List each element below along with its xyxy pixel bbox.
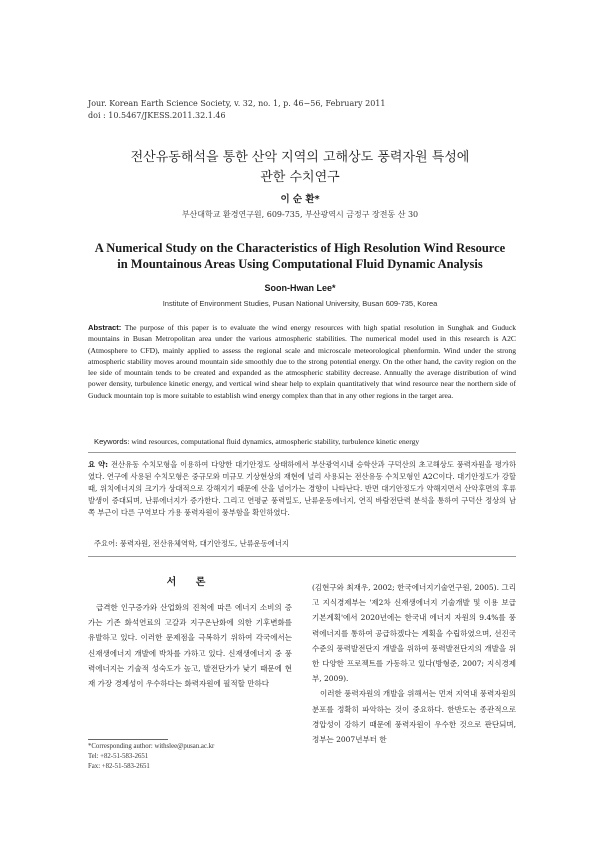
korean-author: 이 순 환* <box>280 194 320 205</box>
korean-keywords-label: 주요어 <box>94 539 116 548</box>
english-keywords <box>94 436 518 447</box>
body-left-column <box>88 576 292 691</box>
keywords-text: : wind resources, computational fluid dynamics, atmospheric stability, turbulence kinetic energy <box>127 437 420 446</box>
english-title-line2: in Mountainous Areas Using Computational Fluid Dynamic Analysis <box>117 257 483 271</box>
footnote-email: *Corresponding author: withslee@pusan.ac.kr <box>88 743 215 750</box>
korean-abstract <box>88 459 516 519</box>
journal-reference <box>88 98 385 122</box>
korean-title-line2: 관한 수치연구 <box>260 170 340 185</box>
doi-line: doi : 10.5467/JKESS.2011.32.1.46 <box>88 111 226 120</box>
english-title-line1: A Numerical Study on the Characteristics of High Resolution Wind Resource <box>94 241 506 255</box>
footnote-tel: Tel: +82-51-583-2651 <box>88 753 149 760</box>
korean-keywords-text: : 풍력자원, 전산유체역학, 대기안정도, 난류운동에너지 <box>115 539 289 548</box>
body-paragraph: (김현구와 최재우, 2002; 한국에너지기술연구원, 2005). 그리고 지식경제부는 '제2차 신재생에너지 기술개발 및 이용 보급 기본계획'에서 2020년에는 한국내 에너지 자원의 9.4%를 풍력에너지를 통하여 공급하겠다는 계획을 수립하였으며, 선진국수준의 풍력발전단지 개발을 위하여 풍력발전단지의 개발을 위한 다양한 프로젝트를 가동하고 있다(방형준, 2007; 지식경제부, 2009). <box>312 583 516 684</box>
section-heading: 서 론 <box>166 577 214 588</box>
korean-keywords <box>94 538 518 549</box>
english-title <box>50 240 550 272</box>
korean-title <box>60 148 540 188</box>
footnote <box>88 742 214 772</box>
body-right-column <box>312 580 516 747</box>
english-author: Soon-Hwan Lee* <box>264 283 336 293</box>
english-affiliation: Institute of Environment Studies, Pusan National University, Busan 609-735, Korea <box>162 299 438 308</box>
body-paragraph: 급격한 인구증가와 산업화의 진척에 따른 에너지 소비의 증가는 기존 화석연료의 고갈과 지구온난화에 의한 기후변화를 유발하고 있다. 이러한 문제점을 극복하기 위하여 각국에서는 신재생에너지 개발에 박차를 가하고 있다. 신재생에너지 중 풍력에너지는 기술적 성숙도가 높고, 발전단가가 낮기 때문에 현재 가장 경제성이 우수하다는 화력자원에 필적할 만하다 <box>88 603 292 689</box>
divider <box>88 452 516 453</box>
footnote-divider <box>88 739 168 740</box>
keywords-label: Keywords <box>94 437 128 446</box>
korean-title-line1: 전산유동해석을 통한 산악 지역의 고해상도 풍력자원 특성에 <box>130 150 470 165</box>
divider <box>88 556 516 557</box>
body-paragraph: 이러한 풍력자원의 개발을 위해서는 먼저 지역내 풍력자원의 분포를 정확히 파악하는 것이 중요하다. 한반도는 종관적으로 경압성이 강하기 때문에 풍력자원이 우수한 것으로 판단되며, 정부는 2007년부터 한 <box>312 689 516 745</box>
journal-line: Jour. Korean Earth Science Society, v. 32, no. 1, p. 46−56, February 2011 <box>88 99 386 108</box>
korean-abstract-text: 전산유동 수치모형을 이용하여 다양한 대기안정도 상태하에서 부산광역시내 승학산과 구덕산의 초고해상도 풍력자원을 평가하였다. 연구에 사용된 수치모형은 중규모와 미규모 기상현상의 재현에 널리 사용되는 전산유동 수치모형인 A2C이다. 대기안정도가 강할 때, 위치에너지의 크기가 상대적으로 강해지기 때문에 산을 넘어가는 경향이 나타난다. 반면 대기안정도가 약해지면서 산악후면의 후류 발생이 증대되며, 난류에너지가 증가한다. 그리고 연평균 풍력밀도, 난류운동에너지, 연직 바람전단력 분석을 통하여 구덕산 정상의 남쪽 부근이 다른 구역보다 가용 풍력자원이 풍부함을 확인하였다. <box>88 460 517 517</box>
korean-affiliation: 부산대학교 환경연구원, 609-735, 부산광역시 금정구 장전동 산 30 <box>181 210 419 219</box>
footnote-fax: Fax: +82-51-583-2651 <box>88 763 150 770</box>
abstract-label: Abstract: <box>88 323 122 332</box>
korean-abstract-label: 요 약: <box>88 460 109 469</box>
abstract-text: The purpose of this paper is to evaluate the wind energy resources with high spatial resolution in Sunghak and Guduck mountains in Busan Metropolitan area under the various atmospheric stabilities. The numerical model used in this research is A2C (Atmosphere to CFD), mainly applied to assess the regional scale and microscale meteorological phenformin. Wind under the strong atmospheric stability moves around mountain side smoothly due to the strong potential energy. On the other hand, the cavity region on the lee side of mountain tends to be created and expanded as the atmospheric stability decrease. Annually the average distribution of wind power density, turbulence kinetic energy, and vertical wind shear help to explain quantitatively that wind resource near the northern side of Guduck mountain top is more suitable to establish wind energy complex than that in any other regions in the target area. <box>88 323 516 400</box>
english-abstract <box>88 322 516 401</box>
